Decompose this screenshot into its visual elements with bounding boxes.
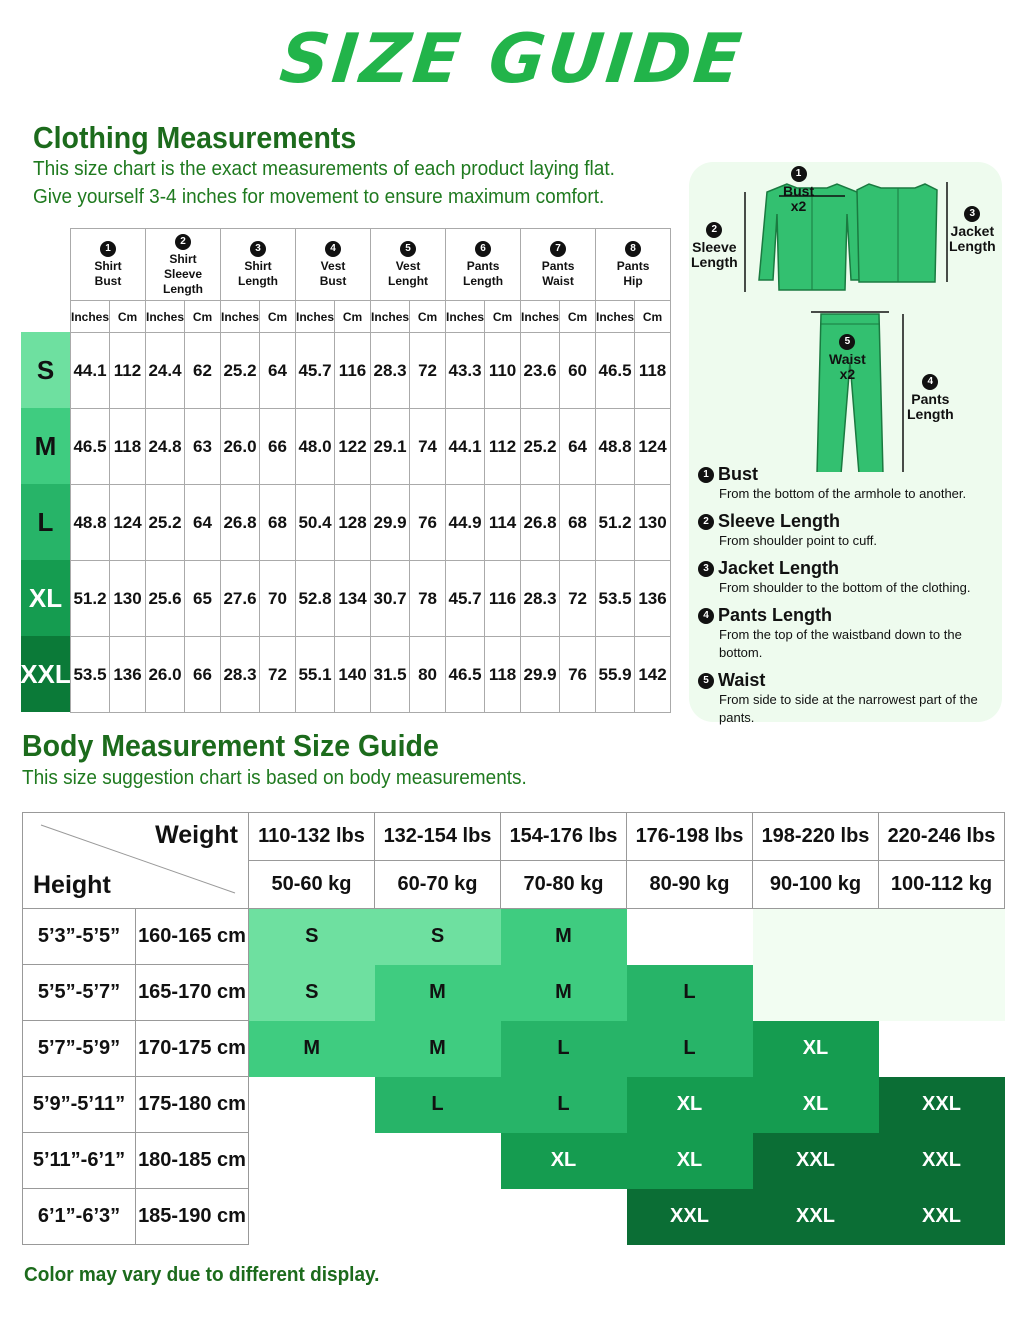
weight-kg: 90-100 kg bbox=[753, 861, 879, 909]
size-cell: L bbox=[627, 1021, 753, 1077]
body-heading: Body Measurement Size Guide bbox=[22, 728, 439, 763]
table-cell: 44.1 bbox=[71, 333, 110, 409]
weight-kg: 50-60 kg bbox=[249, 861, 375, 909]
size-cell bbox=[249, 1077, 375, 1133]
unit-inches: Inches bbox=[146, 301, 185, 333]
table-cell: 43.3 bbox=[446, 333, 485, 409]
column-header bbox=[596, 229, 671, 301]
table-cell: 64 bbox=[560, 409, 596, 485]
table-cell: 51.2 bbox=[596, 485, 635, 561]
table-cell: 142 bbox=[635, 637, 671, 713]
column-label: Vest bbox=[395, 259, 421, 273]
column-header bbox=[446, 229, 521, 301]
table-cell: 66 bbox=[260, 409, 296, 485]
column-label: Waist bbox=[542, 274, 574, 288]
unit-inches: Inches bbox=[371, 301, 410, 333]
column-number: 4 bbox=[325, 241, 341, 257]
table-row bbox=[71, 637, 671, 713]
size-cell: XL bbox=[753, 1077, 879, 1133]
waist-label: 5 Waist x2 bbox=[829, 336, 866, 382]
table-cell: 24.8 bbox=[146, 409, 185, 485]
size-label: L bbox=[21, 484, 70, 560]
column-header bbox=[221, 229, 296, 301]
height-cm: 165-170 cm bbox=[136, 965, 249, 1021]
table-cell: 76 bbox=[410, 485, 446, 561]
size-cell: M bbox=[375, 1021, 501, 1077]
table-cell: 130 bbox=[635, 485, 671, 561]
definition-title bbox=[698, 511, 998, 532]
weight-height-corner bbox=[23, 813, 249, 909]
definition-title-text: Bust bbox=[718, 464, 758, 484]
table-cell: 53.5 bbox=[596, 561, 635, 637]
table-cell: 25.2 bbox=[521, 409, 560, 485]
table-cell: 65 bbox=[185, 561, 221, 637]
sleeve-label: 2 Sleeve Length bbox=[691, 224, 738, 270]
clothing-table bbox=[70, 228, 671, 713]
size-column bbox=[21, 332, 70, 712]
size-cell: S bbox=[249, 909, 375, 965]
table-cell: 25.2 bbox=[146, 485, 185, 561]
table-cell: 72 bbox=[560, 561, 596, 637]
table-cell: 70 bbox=[260, 561, 296, 637]
table-cell: 64 bbox=[260, 333, 296, 409]
unit-cm: Cm bbox=[260, 301, 296, 333]
height-cm: 170-175 cm bbox=[136, 1021, 249, 1077]
table-cell: 66 bbox=[185, 637, 221, 713]
column-label: Shirt bbox=[169, 251, 197, 266]
table-row bbox=[71, 333, 671, 409]
size-cell: M bbox=[375, 965, 501, 1021]
weight-lbs: 198-220 lbs bbox=[753, 813, 879, 861]
column-header bbox=[296, 229, 371, 301]
table-cell: 122 bbox=[335, 409, 371, 485]
table-cell: 45.7 bbox=[296, 333, 335, 409]
table-cell: 28.3 bbox=[521, 561, 560, 637]
size-cell: L bbox=[501, 1021, 627, 1077]
vest-drawing bbox=[857, 184, 937, 282]
column-number: 1 bbox=[100, 241, 116, 257]
weight-kg: 80-90 kg bbox=[627, 861, 753, 909]
size-cell: M bbox=[249, 1021, 375, 1077]
table-cell: 78 bbox=[410, 561, 446, 637]
size-cell: XL bbox=[501, 1133, 627, 1189]
table-cell: 55.9 bbox=[596, 637, 635, 713]
height-ft: 5’9”-5’11” bbox=[23, 1077, 136, 1133]
column-label: Hip bbox=[623, 274, 643, 288]
clothing-heading: Clothing Measurements bbox=[33, 120, 357, 155]
unit-cm: Cm bbox=[635, 301, 671, 333]
table-cell: 116 bbox=[335, 333, 371, 409]
definition-desc: From the bottom of the armhole to another. bbox=[719, 486, 967, 501]
definition-number: 4 bbox=[698, 608, 714, 624]
table-row bbox=[23, 1189, 1005, 1245]
unit-inches: Inches bbox=[221, 301, 260, 333]
size-cell: M bbox=[501, 965, 627, 1021]
unit-inches: Inches bbox=[296, 301, 335, 333]
column-number: 5 bbox=[400, 241, 416, 257]
unit-cm: Cm bbox=[560, 301, 596, 333]
unit-cm: Cm bbox=[485, 301, 521, 333]
definition-title bbox=[698, 670, 998, 691]
size-cell bbox=[375, 1189, 501, 1245]
table-cell: 26.8 bbox=[221, 485, 260, 561]
column-label: Lenght bbox=[388, 274, 429, 288]
table-cell: 23.6 bbox=[521, 333, 560, 409]
table-cell: 118 bbox=[110, 409, 146, 485]
size-cell: XXL bbox=[627, 1189, 753, 1245]
table-cell: 136 bbox=[635, 561, 671, 637]
unit-inches: Inches bbox=[521, 301, 560, 333]
size-cell bbox=[753, 909, 879, 965]
table-row bbox=[71, 409, 671, 485]
unit-inches: Inches bbox=[596, 301, 635, 333]
table-cell: 116 bbox=[485, 561, 521, 637]
weight-label: Weight bbox=[155, 821, 238, 849]
table-cell: 124 bbox=[110, 485, 146, 561]
weight-kg: 100-112 kg bbox=[879, 861, 1005, 909]
table-cell: 134 bbox=[335, 561, 371, 637]
unit-cm: Cm bbox=[410, 301, 446, 333]
column-header bbox=[521, 229, 596, 301]
column-number: 3 bbox=[250, 241, 266, 257]
column-number: 7 bbox=[550, 241, 566, 257]
table-cell: 48.8 bbox=[71, 485, 110, 561]
size-cell: XXL bbox=[753, 1189, 879, 1245]
table-cell: 44.9 bbox=[446, 485, 485, 561]
definition-number: 2 bbox=[698, 514, 714, 530]
height-ft: 5’11”-6’1” bbox=[23, 1133, 136, 1189]
table-cell: 31.5 bbox=[371, 637, 410, 713]
size-cell: XL bbox=[627, 1133, 753, 1189]
table-cell: 72 bbox=[260, 637, 296, 713]
size-cell: XXL bbox=[879, 1077, 1005, 1133]
height-label: Height bbox=[33, 871, 111, 899]
definition-title bbox=[698, 605, 998, 626]
size-cell: L bbox=[627, 965, 753, 1021]
column-label: Pants bbox=[466, 259, 500, 273]
height-cm: 160-165 cm bbox=[136, 909, 249, 965]
height-cm: 180-185 cm bbox=[136, 1133, 249, 1189]
height-ft: 5’3”-5’5” bbox=[23, 909, 136, 965]
table-cell: 60 bbox=[560, 333, 596, 409]
measurement-definitions bbox=[698, 464, 998, 735]
footer-note: Color may vary due to different display. bbox=[24, 1264, 380, 1286]
table-cell: 29.9 bbox=[371, 485, 410, 561]
table-cell: 25.2 bbox=[221, 333, 260, 409]
table-cell: 68 bbox=[260, 485, 296, 561]
body-table bbox=[22, 812, 1005, 1245]
size-cell: S bbox=[249, 965, 375, 1021]
definition-number: 3 bbox=[698, 561, 714, 577]
size-cell bbox=[375, 1133, 501, 1189]
table-cell: 29.9 bbox=[521, 637, 560, 713]
table-cell: 28.3 bbox=[371, 333, 410, 409]
table-cell: 28.3 bbox=[221, 637, 260, 713]
size-cell: XL bbox=[753, 1021, 879, 1077]
table-row bbox=[71, 485, 671, 561]
jacket-label: 3 Jacket Length bbox=[949, 208, 996, 254]
column-label: Pants bbox=[616, 259, 650, 273]
table-cell: 112 bbox=[110, 333, 146, 409]
weight-kg: 70-80 kg bbox=[501, 861, 627, 909]
table-row bbox=[23, 1021, 1005, 1077]
table-cell: 55.1 bbox=[296, 637, 335, 713]
column-label: Bust bbox=[319, 274, 347, 288]
size-cell bbox=[627, 909, 753, 965]
column-label: Shirt bbox=[94, 259, 122, 273]
table-cell: 51.2 bbox=[71, 561, 110, 637]
table-cell: 29.1 bbox=[371, 409, 410, 485]
column-label: Length bbox=[238, 274, 279, 288]
definition-title-text: Pants Length bbox=[718, 605, 833, 625]
table-cell: 52.8 bbox=[296, 561, 335, 637]
table-cell: 130 bbox=[110, 561, 146, 637]
column-header bbox=[371, 229, 446, 301]
size-label: S bbox=[21, 332, 70, 408]
definition-title-text: Jacket Length bbox=[718, 558, 840, 578]
size-cell: XL bbox=[627, 1077, 753, 1133]
page-title: SIZE GUIDE bbox=[276, 20, 748, 99]
height-ft: 5’5”-5’7” bbox=[23, 965, 136, 1021]
table-cell: 80 bbox=[410, 637, 446, 713]
table-cell: 46.5 bbox=[596, 333, 635, 409]
weight-lbs: 110-132 lbs bbox=[249, 813, 375, 861]
pants-label: 4 Pants Length bbox=[907, 376, 954, 422]
table-cell: 76 bbox=[560, 637, 596, 713]
definition-item bbox=[698, 511, 998, 550]
unit-cm: Cm bbox=[185, 301, 221, 333]
column-number: 6 bbox=[475, 241, 491, 257]
definition-desc: From the top of the waistband down to the bottom. bbox=[719, 627, 962, 660]
table-row bbox=[71, 561, 671, 637]
weight-lbs: 176-198 lbs bbox=[627, 813, 753, 861]
size-cell: XXL bbox=[753, 1133, 879, 1189]
size-cell: L bbox=[501, 1077, 627, 1133]
column-label: Sleeve Length bbox=[163, 266, 203, 296]
definition-item bbox=[698, 670, 998, 727]
size-cell bbox=[879, 909, 1005, 965]
size-cell bbox=[501, 1189, 627, 1245]
table-cell: 24.4 bbox=[146, 333, 185, 409]
table-cell: 27.6 bbox=[221, 561, 260, 637]
table-cell: 63 bbox=[185, 409, 221, 485]
clothing-desc-1: This size chart is the exact measurements of each product laying flat. bbox=[33, 158, 615, 180]
column-number: 8 bbox=[625, 241, 641, 257]
weight-lbs: 220-246 lbs bbox=[879, 813, 1005, 861]
height-ft: 6’1”-6’3” bbox=[23, 1189, 136, 1245]
definition-item bbox=[698, 558, 998, 597]
table-cell: 112 bbox=[485, 409, 521, 485]
clothing-desc-2: Give yourself 3-4 inches for movement to ensure maximum comfort. bbox=[33, 186, 605, 208]
definition-item bbox=[698, 464, 998, 503]
weight-kg: 60-70 kg bbox=[375, 861, 501, 909]
definition-desc: From shoulder to the bottom of the clothing. bbox=[719, 580, 971, 595]
column-header bbox=[71, 229, 146, 301]
weight-lbs: 132-154 lbs bbox=[375, 813, 501, 861]
definition-desc: From side to side at the narrowest part of the pants. bbox=[719, 692, 978, 725]
table-cell: 64 bbox=[185, 485, 221, 561]
table-cell: 25.6 bbox=[146, 561, 185, 637]
definition-number: 5 bbox=[698, 673, 714, 689]
table-cell: 118 bbox=[485, 637, 521, 713]
size-cell: XXL bbox=[879, 1189, 1005, 1245]
size-cell: S bbox=[375, 909, 501, 965]
column-label: Bust bbox=[94, 274, 122, 288]
column-label: Vest bbox=[320, 259, 346, 273]
table-row bbox=[23, 965, 1005, 1021]
definition-title-text: Sleeve Length bbox=[718, 511, 841, 531]
definition-number: 1 bbox=[698, 467, 714, 483]
column-label: Shirt bbox=[244, 259, 272, 273]
table-cell: 44.1 bbox=[446, 409, 485, 485]
table-cell: 140 bbox=[335, 637, 371, 713]
table-cell: 48.0 bbox=[296, 409, 335, 485]
table-cell: 30.7 bbox=[371, 561, 410, 637]
table-row bbox=[23, 1077, 1005, 1133]
column-header bbox=[146, 229, 221, 301]
unit-cm: Cm bbox=[335, 301, 371, 333]
table-row bbox=[23, 909, 1005, 965]
table-cell: 74 bbox=[410, 409, 446, 485]
column-number: 2 bbox=[175, 234, 191, 250]
unit-inches: Inches bbox=[71, 301, 110, 333]
table-cell: 53.5 bbox=[71, 637, 110, 713]
table-cell: 114 bbox=[485, 485, 521, 561]
table-cell: 26.8 bbox=[521, 485, 560, 561]
table-cell: 72 bbox=[410, 333, 446, 409]
definition-title bbox=[698, 558, 998, 579]
height-cm: 175-180 cm bbox=[136, 1077, 249, 1133]
unit-cm: Cm bbox=[110, 301, 146, 333]
size-cell: L bbox=[375, 1077, 501, 1133]
definition-title bbox=[698, 464, 998, 485]
table-cell: 46.5 bbox=[446, 637, 485, 713]
definition-item bbox=[698, 605, 998, 662]
body-desc: This size suggestion chart is based on body measurements. bbox=[22, 767, 527, 789]
table-cell: 136 bbox=[110, 637, 146, 713]
table-cell: 62 bbox=[185, 333, 221, 409]
size-label: XXL bbox=[21, 636, 70, 712]
table-cell: 45.7 bbox=[446, 561, 485, 637]
size-cell bbox=[249, 1189, 375, 1245]
size-cell: XXL bbox=[879, 1133, 1005, 1189]
size-cell bbox=[879, 965, 1005, 1021]
table-cell: 68 bbox=[560, 485, 596, 561]
size-label: XL bbox=[21, 560, 70, 636]
height-cm: 185-190 cm bbox=[136, 1189, 249, 1245]
table-row bbox=[23, 1133, 1005, 1189]
size-label: M bbox=[21, 408, 70, 484]
table-cell: 26.0 bbox=[221, 409, 260, 485]
definition-desc: From shoulder point to cuff. bbox=[719, 533, 878, 548]
unit-inches: Inches bbox=[446, 301, 485, 333]
table-cell: 26.0 bbox=[146, 637, 185, 713]
table-cell: 46.5 bbox=[71, 409, 110, 485]
table-cell: 118 bbox=[635, 333, 671, 409]
table-cell: 128 bbox=[335, 485, 371, 561]
weight-lbs: 154-176 lbs bbox=[501, 813, 627, 861]
size-cell bbox=[879, 1021, 1005, 1077]
size-cell: M bbox=[501, 909, 627, 965]
height-ft: 5’7”-5’9” bbox=[23, 1021, 136, 1077]
table-cell: 48.8 bbox=[596, 409, 635, 485]
size-cell bbox=[249, 1133, 375, 1189]
column-label: Pants bbox=[541, 259, 575, 273]
size-cell bbox=[753, 965, 879, 1021]
column-label: Length bbox=[463, 274, 504, 288]
bust-label: 1 Bust x2 bbox=[783, 168, 815, 214]
definition-title-text: Waist bbox=[718, 670, 766, 690]
table-cell: 50.4 bbox=[296, 485, 335, 561]
table-cell: 124 bbox=[635, 409, 671, 485]
table-cell: 110 bbox=[485, 333, 521, 409]
